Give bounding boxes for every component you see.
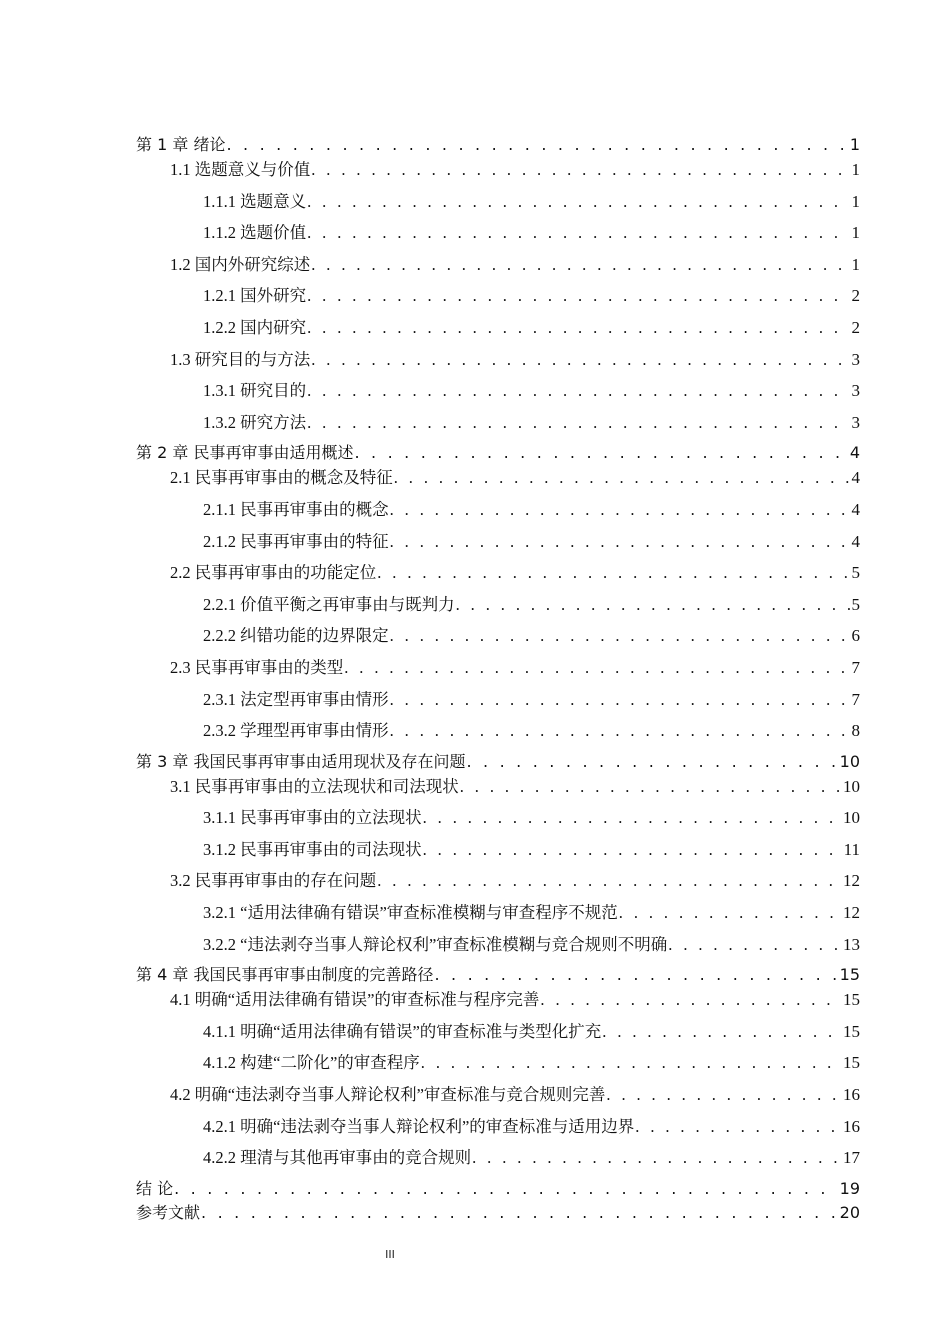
toc-entry-subsection[interactable] <box>136 219 860 251</box>
toc-entry-page: 20 <box>839 1202 860 1222</box>
toc-entry-title: 2.1.1 民事再审事由的概念 <box>203 499 389 519</box>
toc-entry-page: 15 <box>843 1053 860 1073</box>
toc-entry-chapter[interactable] <box>136 1176 860 1200</box>
toc-entry-page: 19 <box>839 1178 860 1198</box>
toc-entry-title: 2.3.2 学理型再审事由情形 <box>203 721 389 741</box>
toc-dot-leader <box>306 192 849 212</box>
toc-entry-subsection[interactable] <box>136 314 860 346</box>
toc-dot-leader <box>376 871 841 891</box>
toc-dot-leader <box>310 255 849 275</box>
toc-entry-title: 3.1.2 民事再审事由的司法现状 <box>203 839 422 859</box>
toc-dot-leader <box>393 468 850 488</box>
toc-dot-leader <box>601 1022 841 1042</box>
toc-entry-chapter[interactable] <box>136 749 860 773</box>
toc-entry-title: 第 3 章 我国民事再审事由适用现状及存在问题 <box>136 751 466 771</box>
toc-entry-title: 2.2.1 价值平衡之再审事由与既判力 <box>203 594 455 614</box>
toc-entry-title: 2.3 民事再审事由的类型 <box>170 657 344 677</box>
toc-entry-title: 第 1 章 绪论 <box>136 135 226 154</box>
toc-entry-subsection[interactable] <box>136 409 860 441</box>
toc-dot-leader <box>306 318 849 338</box>
toc-entry-page: 1 <box>851 191 860 211</box>
toc-entry-section[interactable] <box>136 867 860 899</box>
toc-entry-title: 2.1 民事再审事由的概念及特征 <box>170 468 393 488</box>
toc-entry-page: 3 <box>851 412 860 432</box>
toc-entry-subsection[interactable] <box>136 188 860 220</box>
toc-dot-leader <box>306 286 849 306</box>
toc-entry-title: 1.3.2 研究方法 <box>203 412 307 432</box>
toc-dot-leader <box>667 935 841 955</box>
toc-entry-title: 4.1.2 构建“二阶化”的审查程序 <box>203 1053 420 1073</box>
toc-entry-subsection[interactable] <box>136 717 860 749</box>
toc-dot-leader <box>389 500 850 520</box>
toc-entry-title: 2.3.1 法定型再审事由情形 <box>203 689 389 709</box>
toc-dot-leader <box>459 777 841 797</box>
toc-dot-leader <box>539 990 841 1010</box>
toc-entry-title: 4.2 明确“违法剥夺当事人辩论权利”审查标准与竞合规则完善 <box>170 1085 606 1105</box>
toc-entry-page: 3 <box>851 349 860 369</box>
toc-dot-leader <box>200 1203 838 1222</box>
toc-entry-section[interactable] <box>136 1081 860 1113</box>
toc-entry-subsection[interactable] <box>136 1144 860 1176</box>
toc-dot-leader <box>465 752 837 771</box>
toc-entry-section[interactable] <box>136 986 860 1018</box>
toc-entry-title: 1.1 选题意义与价值 <box>170 160 311 179</box>
toc-entry-page: 3 <box>851 381 860 401</box>
toc-dot-leader <box>310 350 849 370</box>
toc-dot-leader <box>420 1053 841 1073</box>
toc-dot-leader <box>618 903 841 923</box>
toc-entry-section[interactable] <box>136 654 860 686</box>
toc-entry-title: 4.1 明确“适用法律确有错误”的审查标准与程序完善 <box>170 990 540 1010</box>
toc-entry-section[interactable] <box>136 156 860 188</box>
toc-dot-leader <box>173 1179 838 1198</box>
toc-entry-section[interactable] <box>136 559 860 591</box>
toc-dot-leader <box>471 1148 841 1168</box>
toc-entry-title: 3.2.2 “违法剥夺当事人辩论权利”审查标准模糊与竞合规则不明确 <box>203 934 668 954</box>
toc-entry-title: 1.3 研究目的与方法 <box>170 349 311 369</box>
toc-entry-page: 15 <box>843 1021 860 1041</box>
toc-entry-title: 第 2 章 民事再审事由适用概述 <box>136 443 354 463</box>
toc-entry-chapter[interactable] <box>136 132 860 156</box>
toc-entry-page: 8 <box>851 721 860 741</box>
toc-entry-page: 5 <box>851 563 860 583</box>
toc-entry-subsection[interactable] <box>136 377 860 409</box>
toc-entry-page: 4 <box>851 531 860 551</box>
toc-entry-subsection[interactable] <box>136 686 860 718</box>
toc-entry-subsection[interactable] <box>136 622 860 654</box>
toc-entry-title: 2.2 民事再审事由的功能定位 <box>170 563 377 583</box>
toc-dot-leader <box>389 532 850 552</box>
toc-entry-page: 15 <box>843 990 860 1010</box>
toc-dot-leader <box>433 965 837 984</box>
toc-dot-leader <box>634 1117 841 1137</box>
toc-entry-page: 4 <box>849 443 860 463</box>
toc-entry-subsection[interactable] <box>136 1113 860 1145</box>
toc-entry-subsection[interactable] <box>136 1049 860 1081</box>
toc-dot-leader <box>422 840 842 860</box>
toc-entry-title: 1.3.1 研究目的 <box>203 381 307 401</box>
toc-entry-subsection[interactable] <box>136 836 860 868</box>
toc-entry-page: 6 <box>851 626 860 646</box>
toc-entry-title: 4.1.1 明确“适用法律确有错误”的审查标准与类型化扩充 <box>203 1021 602 1041</box>
toc-entry-title: 1.2.1 国外研究 <box>203 286 307 306</box>
toc-dot-leader <box>306 413 849 433</box>
toc-entry-title: 结 论 <box>136 1178 174 1198</box>
toc-dot-leader <box>306 223 849 243</box>
toc-dot-leader <box>306 381 849 401</box>
toc-entry-page: 2 <box>851 317 860 337</box>
toc-entry-subsection[interactable] <box>136 1018 860 1050</box>
toc-entry-page: 2 <box>851 286 860 306</box>
toc-entry-title: 1.1.1 选题意义 <box>203 191 307 211</box>
toc-entry-subsection[interactable] <box>136 804 860 836</box>
toc-entry-subsection[interactable] <box>136 496 860 528</box>
toc-entry-title: 1.1.2 选题价值 <box>203 223 307 243</box>
toc-entry-title: 3.1 民事再审事由的立法现状和司法现状 <box>170 776 459 796</box>
toc-entry-page: 5 <box>851 594 860 614</box>
toc-entry-page: 4 <box>851 499 860 519</box>
toc-entry-title: 4.2.1 明确“违法剥夺当事人辩论权利”的审查标准与适用边界 <box>203 1116 635 1136</box>
toc-entry-page: 1 <box>849 135 860 154</box>
toc-entry-page: 12 <box>843 903 860 923</box>
toc-entry-page: 7 <box>851 657 860 677</box>
toc-dot-leader <box>389 690 850 710</box>
toc-entry-chapter[interactable] <box>136 1200 860 1224</box>
toc-entry-title: 参考文献 <box>136 1202 201 1222</box>
toc-dot-leader <box>605 1085 841 1105</box>
toc-entry-page: 12 <box>843 871 860 891</box>
toc-entry-page: 17 <box>843 1148 860 1168</box>
toc-dot-leader <box>353 443 847 462</box>
toc-entry-page: 13 <box>843 934 860 954</box>
toc-entry-title: 3.2 民事再审事由的存在问题 <box>170 871 377 891</box>
toc-entry-section[interactable] <box>136 346 860 378</box>
toc-entry-title: 3.1.1 民事再审事由的立法现状 <box>203 808 422 828</box>
toc-entry-page: 11 <box>843 839 860 859</box>
toc-entry-page: 16 <box>843 1085 860 1105</box>
table-of-contents <box>136 132 860 1224</box>
toc-entry-page: 10 <box>843 776 860 796</box>
toc-entry-page: 15 <box>839 965 860 985</box>
toc-entry-title: 第 4 章 我国民事再审事由制度的完善路径 <box>136 965 434 985</box>
toc-entry-title: 1.2.2 国内研究 <box>203 317 307 337</box>
toc-entry-subsection[interactable] <box>136 899 860 931</box>
toc-entry-page: 10 <box>843 808 860 828</box>
toc-dot-leader <box>389 626 850 646</box>
toc-entry-page: 1 <box>851 160 860 179</box>
toc-entry-subsection[interactable] <box>136 931 860 963</box>
toc-entry-page: 1 <box>851 223 860 243</box>
toc-entry-chapter[interactable] <box>136 962 860 986</box>
toc-dot-leader <box>376 563 849 583</box>
toc-entry-page: 10 <box>839 751 860 771</box>
toc-entry-page: 16 <box>843 1116 860 1136</box>
page-number: III <box>385 1248 395 1261</box>
toc-entry-section[interactable] <box>136 773 860 805</box>
toc-entry-chapter[interactable] <box>136 440 860 464</box>
toc-dot-leader <box>225 135 847 154</box>
toc-entry-section[interactable] <box>136 251 860 283</box>
toc-entry-title: 1.2 国内外研究综述 <box>170 254 311 274</box>
toc-dot-leader <box>310 160 849 180</box>
toc-entry-page: 4 <box>851 468 860 488</box>
toc-dot-leader <box>343 658 849 678</box>
toc-entry-page: 1 <box>851 254 860 274</box>
toc-entry-page: 7 <box>851 689 860 709</box>
toc-entry-title: 2.2.2 纠错功能的边界限定 <box>203 626 389 646</box>
toc-entry-title: 4.2.2 理清与其他再审事由的竞合规则 <box>203 1148 472 1168</box>
toc-entry-subsection[interactable] <box>136 282 860 314</box>
toc-dot-leader <box>422 808 841 828</box>
toc-entry-title: 3.2.1 “适用法律确有错误”审查标准模糊与审查程序不规范 <box>203 903 618 923</box>
toc-entry-section[interactable] <box>136 464 860 496</box>
toc-dot-leader <box>455 595 850 615</box>
toc-entry-title: 2.1.2 民事再审事由的特征 <box>203 531 389 551</box>
toc-entry-subsection[interactable] <box>136 591 860 623</box>
toc-entry-subsection[interactable] <box>136 528 860 560</box>
toc-dot-leader <box>389 721 850 741</box>
